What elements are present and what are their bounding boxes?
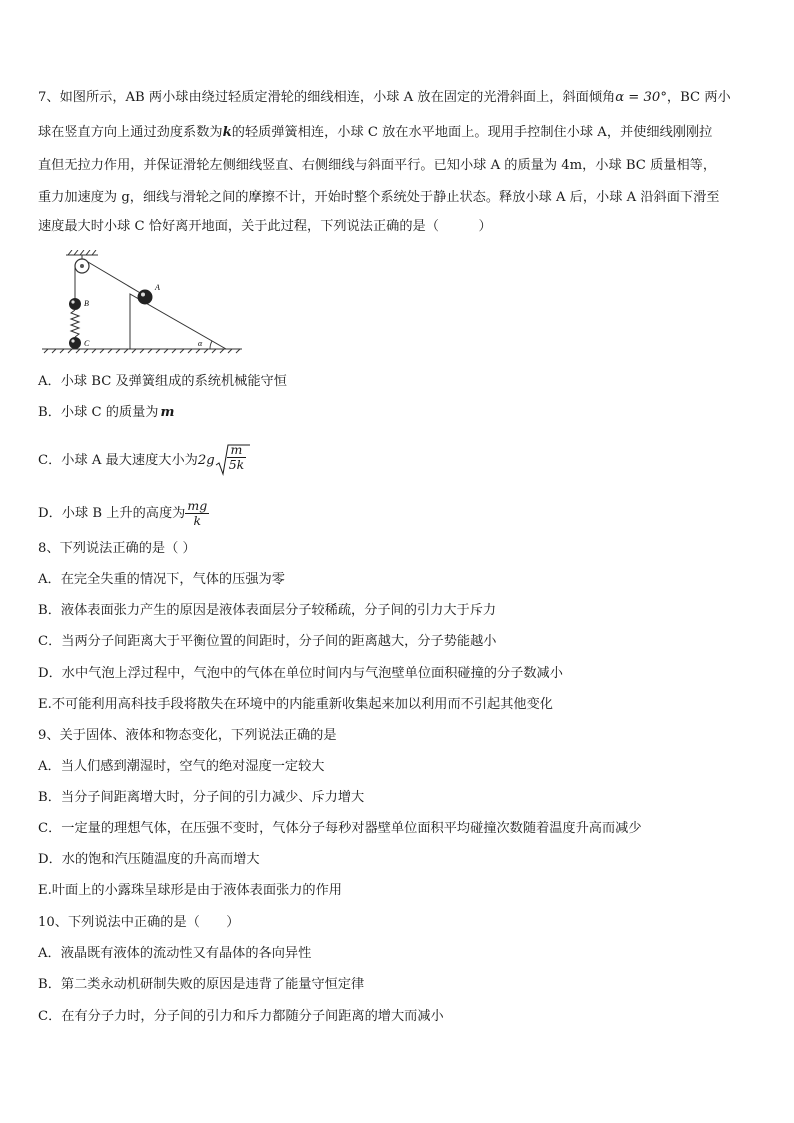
label-alpha: α	[198, 339, 203, 348]
q9-option-e: E.叶面上的小露珠呈球形是由于液体表面张力的作用	[38, 883, 342, 898]
label-A: A	[155, 283, 160, 292]
q9-stem: 9、关于固体、液体和物态变化，下列说法正确的是	[38, 728, 337, 743]
q7-option-b-text: B．小球 C 的质量为	[38, 405, 159, 420]
q8-option-a: A．在完全失重的情况下，气体的压强为零	[38, 572, 285, 587]
q7-option-a: A．小球 BC 及弹簧组成的系统机械能守恒	[38, 374, 287, 389]
q7-option-d	[38, 497, 209, 531]
q7-line-2	[38, 124, 712, 142]
q7-line-1	[38, 89, 731, 107]
q7-option-c-coef: 2g	[197, 452, 215, 468]
q10-option-c: C．在有分子力时，分子间的引力和斥力都随分子间距离的增大而减小	[38, 1009, 444, 1024]
pulley	[75, 255, 89, 273]
q7-option-d-frac	[185, 499, 209, 528]
q8-option-d: D．水中气泡上浮过程中，气泡中的气体在单位时间内与气泡壁单位面积碰撞的分子数减小	[38, 666, 563, 681]
q10-option-b: B．第二类永动机研制失败的原因是违背了能量守恒定律	[38, 977, 365, 992]
q9-option-b: B．当分子间距离增大时，分子间的引力减少、斥力增大	[38, 790, 365, 805]
label-B: B	[84, 299, 89, 308]
q8-option-e: E.不可能利用高科技手段将散失在环境中的内能重新收集起来加以利用而不引起其他变化	[38, 697, 553, 712]
q10-option-a: A．液晶既有液体的流动性又有晶体的各向异性	[38, 946, 312, 961]
ball-A	[138, 290, 153, 305]
q7-option-c	[38, 443, 251, 478]
q7-line-5: 速度最大时小球 C 恰好离开地面，关于此过程，下列说法正确的是（ ）	[38, 219, 492, 234]
q7-option-c-frac	[227, 443, 247, 472]
q7-option-b	[38, 404, 174, 422]
q7-option-c-numerator: m	[230, 442, 243, 457]
pulley-incline-diagram	[38, 250, 248, 358]
q9-option-a: A．当人们感到潮湿时，空气的绝对湿度一定较大	[38, 759, 325, 774]
label-C: C	[84, 339, 90, 348]
spring	[71, 310, 79, 337]
q7-line-1-text: 7、如图所示，AB 两小球由绕过轻质定滑轮的细线相连，小球 A 放在固定的光滑斜面上，斜面倾角	[38, 90, 616, 105]
q9-option-c: C．一定量的理想气体，在压强不变时，气体分子每秒对器壁单位面积平均碰撞次数随着温度升高而减少	[38, 821, 642, 836]
q7-option-d-numerator: mg	[187, 498, 208, 513]
ball-C	[69, 337, 81, 349]
ceiling	[66, 250, 98, 255]
rope-right	[88, 262, 142, 294]
q8-option-b: B．液体表面张力产生的原因是液体表面层分子较稀疏，分子间的引力大于斥力	[38, 603, 497, 618]
q7-alpha-equation: α = 30°	[615, 90, 667, 105]
ball-B	[69, 298, 81, 310]
q7-option-b-m: m	[160, 405, 175, 420]
q7-line-2-tail: 的轻质弹簧相连，小球 C 放在水平地面上。现用手控制住小球 A，并使细线刚刚拉	[231, 125, 713, 140]
ground	[42, 349, 242, 353]
q7-option-d-text: D．小球 B 上升的高度为	[38, 506, 186, 521]
q9-option-d: D．水的饱和汽压随温度的升高而增大	[38, 852, 260, 867]
q7-k-symbol: k	[222, 125, 232, 140]
q7-line-1-tail: ，BC 两小	[666, 90, 731, 105]
q7-option-c-sqrt	[215, 443, 251, 478]
q7-line-2-text: 球在竖直方向上通过劲度系数为	[38, 125, 223, 140]
q7-option-d-denominator: k	[185, 513, 209, 528]
q7-option-c-denominator: 5k	[228, 457, 245, 472]
q7-line-4: 重力加速度为 g，细线与滑轮之间的摩擦不计，开始时整个系统处于静止状态。释放小球 A 后，小球 A 沿斜面下滑至	[38, 190, 720, 205]
q8-option-c: C．当两分子间距离大于平衡位置的间距时，分子间的距离越大，分子势能越小	[38, 634, 497, 649]
q7-line-3: 直但无拉力作用，并保证滑轮左侧细线竖直、右侧细线与斜面平行。已知小球 A 的质量为 4m，小球 BC 质量相等，	[38, 158, 717, 173]
q7-option-c-text: C．小球 A 最大速度大小为	[38, 452, 198, 468]
q8-stem: 8、下列说法正确的是（ ）	[38, 541, 196, 556]
q7-figure	[38, 250, 248, 358]
q10-stem: 10、下列说法中正确的是（ ）	[38, 915, 240, 930]
